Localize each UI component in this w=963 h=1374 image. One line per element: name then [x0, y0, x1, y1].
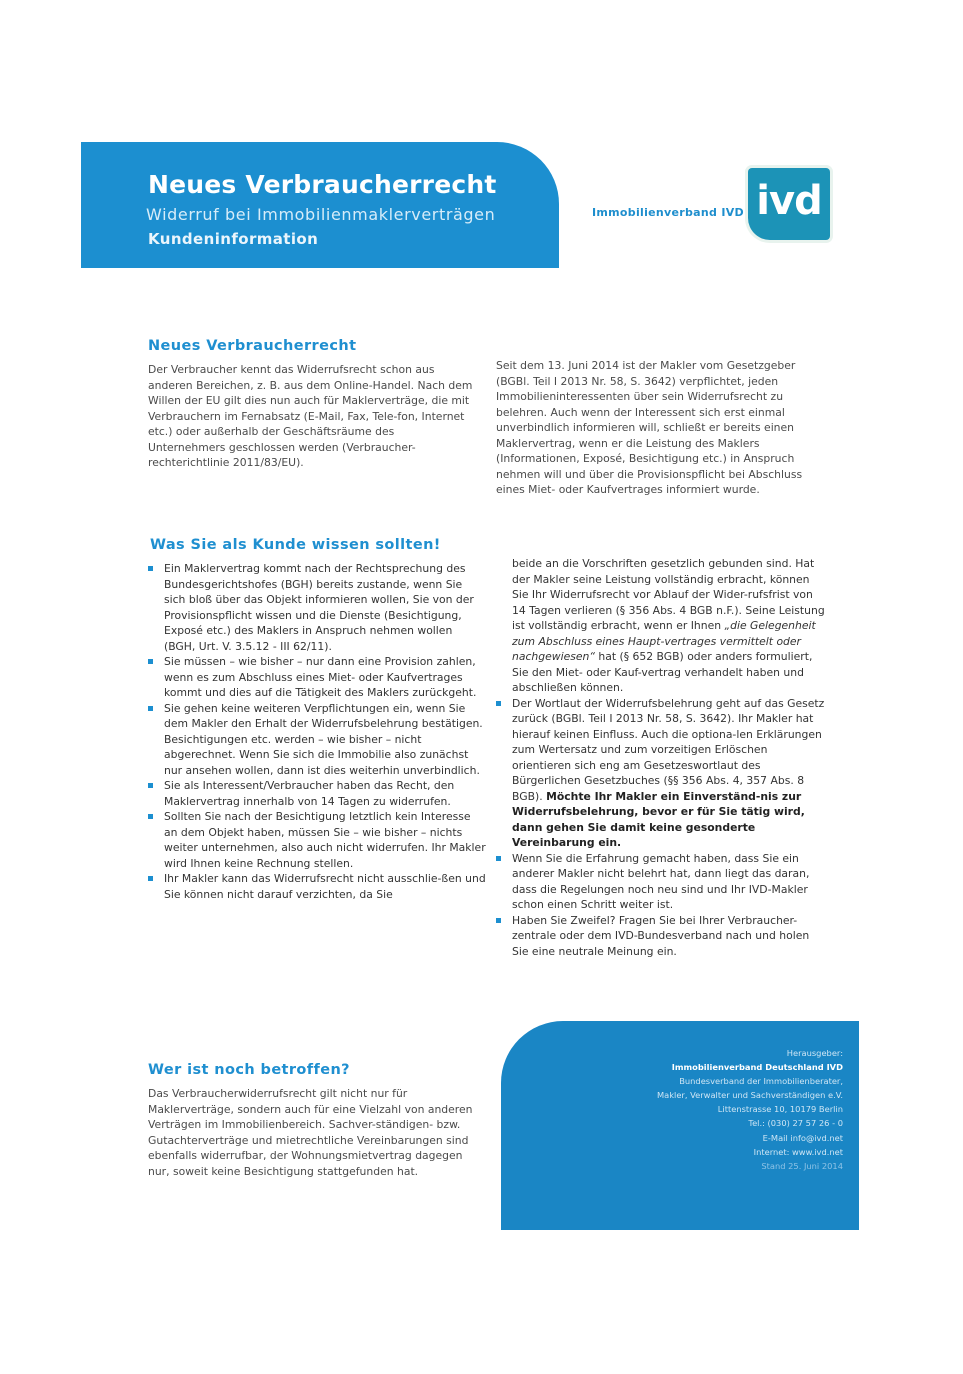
customer-info-list-left [148, 561, 486, 902]
document-title: Neues Verbraucherrecht [148, 170, 497, 199]
list-item: Sie müssen – wie bisher – nur dann eine Provision zahlen, wenn es zum Abschluss eines Miet- oder Kaufvertrages kommt und dies auf die Tätigkeit des Maklers zurückgeht. [148, 654, 486, 701]
section-heading-kunde: Was Sie als Kunde wissen sollten! [150, 537, 441, 553]
section-intro-right: Seit dem 13. Juni 2014 ist der Makler vom Gesetzgeber (BGBl. Teil I 2013 Nr. 58, S. 3642) verpflichtet, jeden Immobilieninteressenten über sein Widerrufsrecht zu belehren. Auch wenn der Interessent sich erst einmal unverbindlich informieren will, schließt er bereits einen Maklervertrag, wenn er die Leistung des Maklers (Informationen, Exposé, Besichtigung etc.) in Anspruch nehmen will und über die Provisionspflicht bei Abschluss eines Miet- oder Kaufvertrages informiert wurde. [496, 359, 803, 496]
document-subtitle: Widerruf bei Immobilienmaklerverträgen [146, 205, 496, 224]
list-item-continuation: beide an die Vorschriften gesetzlich gebunden sind. Hat der Makler seine Leistung vollständig erbracht, können Sie Ihr Widerrufsrecht vor Ablauf der Wider-rufsfrist von 14 Tagen verlieren (§ 356 Abs. 4 BGB n.F.). Seine Leistung ist vollständig erbracht, wenn er Ihnen „die Gelegenheit zum Abschluss eines Haupt-vertrages vermittelt oder nachgewiesen“ hat (§ 652 BGB) oder anders formuliert, Sie den Miet- oder Kauf-vertrag verhandelt haben und abschließen können. [512, 557, 825, 694]
ivd-logo [748, 168, 830, 240]
list-item: Der Wortlaut der Widerrufsbelehrung geht auf das Gesetz zurück (BGBl. Teil I 2013 Nr. 58, S. 3642). Ihr Makler hat hierauf keinen Einfluss. Auch die optiona-len Erklärungen zum Wertersatz und zum vorzeitigen Erlöschen orientieren sich eng am Gesetzeswortlaut des Bürgerlichen Gesetzbuches (§§ 356 Abs. 4, 357 Abs. 8 BGB). Möchte Ihr Makler ein Einverständ-nis zur Widerrufsbelehrung, bevor er für Sie tätig wird, dann gehen Sie damit keine gesonderte Vereinbarung ein. [496, 696, 828, 851]
publisher-label: Herausgeber: [786, 1048, 843, 1058]
list-item: Ihr Makler kann das Widerrufsrecht nicht ausschlie-ßen und Sie können nicht darauf verzichten, da Sie [148, 871, 486, 902]
quote-text: „die Gelegenheit zum Abschluss eines Haupt-vertrages vermittelt oder nachgewiesen“ [512, 619, 816, 663]
bullet-square-icon [496, 701, 501, 706]
publisher-address: Littenstrasse 10, 10179 Berlin [717, 1104, 843, 1115]
publisher-info [657, 1046, 843, 1173]
publisher-email: E-Mail info@ivd.net [762, 1132, 843, 1143]
list-item: Wenn Sie die Erfahrung gemacht haben, dass Sie ein anderer Makler nicht belehrt hat, dann liegt das daran, dass die Regelungen noch neu sind und Ihr IVD-Makler schon einen Schritt weiter ist. [496, 851, 828, 913]
document-label: Kundeninformation [148, 230, 319, 248]
section-heading-verbraucherrecht: Neues Verbraucherrecht [148, 338, 357, 354]
list-item: Sie gehen keine weiteren Verpflichtungen ein, wenn Sie dem Makler den Erhalt der Widerrufsbelehrung bestätigen. Besichtigungen etc. werden – wie bisher – nicht abgerechnet. Wenn Sie sich die Immobilie also zunächst nur ansehen wollen, dann ist dies weiterhin unverbindlich. [148, 701, 486, 779]
publisher-line-1: Bundesverband der Immobilienberater, [679, 1076, 843, 1087]
logo-text: ivd [756, 178, 822, 224]
organization-name: Immobilienverband IVD [592, 206, 744, 219]
customer-info-list-right [496, 556, 828, 959]
bullet-square-icon [148, 659, 153, 664]
section-heading-betroffen: Wer ist noch betroffen? [148, 1062, 350, 1078]
list-item: Sollten Sie nach der Besichtigung letztlich kein Interesse an dem Objekt haben, müssen Sie – wie bisher – nichts weiter unternehmen, also auch nicht widerrufen. Ihr Makler wird Ihnen keine Rechnung stellen. [148, 809, 486, 871]
bullet-square-icon [148, 783, 153, 788]
emphasis-text: Möchte Ihr Makler ein Einverständ-nis zur Widerrufsbelehrung, bevor er für Sie tätig wird, dann gehen Sie damit keine gesonderte Vereinbarung ein. [512, 789, 805, 849]
bullet-square-icon [148, 706, 153, 711]
publisher-internet: Internet: www.ivd.net [753, 1146, 843, 1157]
bullet-square-icon [496, 856, 501, 861]
bullet-square-icon [148, 566, 153, 571]
list-item: Sie als Interessent/Verbraucher haben das Recht, den Maklervertrag innerhalb von 14 Tagen zu widerrufen. [148, 778, 486, 809]
list-item: Ein Maklervertrag kommt nach der Rechtsprechung des Bundesgerichtshofes (BGH) bereits zustande, wenn Sie sich bloß über das Objekt informieren wollen, Sie von der Provisionspflicht wissen und die Dienste (Besichtigung, Exposé etc.) des Maklers in Anspruch nehmen wollen (BGH, Urt. V. 3.5.12 - III 62/11). [148, 561, 486, 654]
bullet-square-icon [148, 814, 153, 819]
bullet-square-icon [148, 876, 153, 881]
list-item: Haben Sie Zweifel? Fragen Sie bei Ihrer Verbraucher-zentrale oder dem IVD-Bundesverband nach und holen Sie eine neutrale Meinung ein. [496, 913, 828, 960]
publisher-stand: Stand 25. Juni 2014 [761, 1160, 843, 1171]
section-intro-left: Der Verbraucher kennt das Widerrufsrecht schon aus anderen Bereichen, z. B. aus dem Online-Handel. Nach dem Willen der EU gilt dies nun auch für Maklerverträge, die mit Verbrauchern im Fernabsatz (E-Mail, Fax, Tele-fon, Internet etc.) oder außerhalb der Geschäftsräume des Unternehmers geschlossen werden (Verbraucher-rechterichtlinie 2011/83/EU). [148, 363, 473, 469]
publisher-name: Immobilienverband Deutschland IVD [671, 1062, 843, 1073]
section-betroffen-text: Das Verbraucherwiderrufsrecht gilt nicht nur für Maklerverträge, sondern auch für eine Vielzahl von anderen Verträgen im Immobilienbereich. Sachver-ständigen- bzw. Gutachterverträge und mietrechtliche Vereinbarungen sind ebenfalls widerrufbar, der Wohnungsmietvertrag dagegen nur, soweit keine Besichtigung stattgefunden hat. [148, 1087, 473, 1178]
bullet-square-icon [496, 918, 501, 923]
publisher-phone: Tel.: (030) 27 57 26 - 0 [748, 1118, 843, 1129]
publisher-line-2: Makler, Verwalter und Sachverständigen e.V. [656, 1090, 843, 1101]
